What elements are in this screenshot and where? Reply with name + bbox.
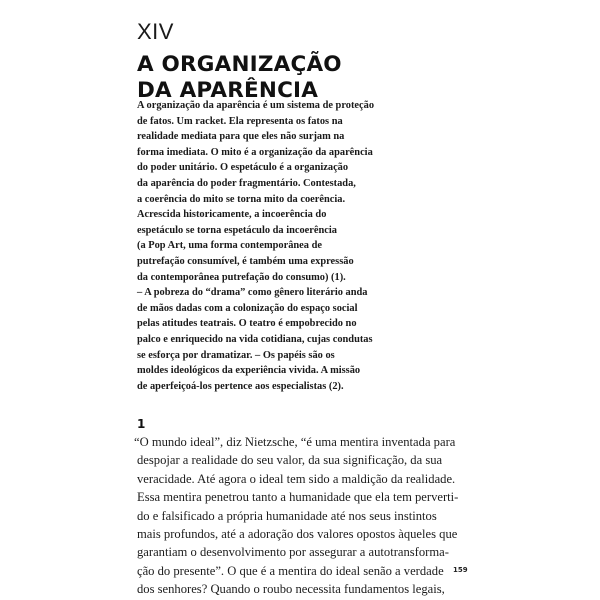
chapter-number: XIV [137,19,174,44]
body-line: mais profundos, até a adoração dos valores opostos àqueles que [137,527,458,542]
intro-line: moldes ideológicos da experiência vivida. A missão [137,365,361,377]
intro-line: pelas atitudes teatrais. O teatro é empobrecido no [137,318,357,330]
body-line: dos senhores? Quando o roubo necessita fundamentos legais, [137,582,445,597]
intro-line: – A pobreza do “drama” como gênero literário anda [137,287,368,299]
body-line: veracidade. Até agora o ideal tem sido a maldição da realidade. [137,471,456,486]
chapter-title-line: DA APARÊNCIA [137,78,319,103]
intro-line: da contemporânea putrefação do consumo) (1). [137,271,346,283]
chapter-title [137,52,342,104]
intro-line: a coerência do mito se torna mito da coerência. [137,193,346,205]
intro-line: de fatos. Um racket. Ela representa os fatos na [137,115,343,127]
chapter-title-line: A ORGANIZAÇÃO [137,52,342,77]
body-line: Essa mentira penetrou tanto a humanidade que ela tem perverti- [137,490,459,505]
intro-line: se esforça por dramatizar. – Os papéis são os [137,349,335,361]
intro-line: realidade mediata para que eles não surjam na [137,131,345,143]
intro-line: de aperfeiçoá-los pertence aos especialistas (2). [137,380,344,392]
body-line: “O mundo ideal”, diz Nietzsche, “é uma mentira inventada para [134,435,456,449]
intro-line: espetáculo se torna espetáculo da incoerência [137,224,337,236]
intro-line: de mãos dadas com a colonização do espaço social [137,302,358,314]
intro-line: Acrescida historicamente, a incoerência do [137,209,327,221]
intro-line: palco e enriquecido na vida cotidiana, cujas condutas [137,333,373,345]
body-line: garantiam o desenvolvimento por assegurar a autotransforma- [137,545,449,560]
intro-paragraph [137,98,377,394]
section-body [134,433,459,599]
intro-line: do poder unitário. O espetáculo é a organização [137,162,349,174]
intro-line: putrefação consumível, é também uma expressão [137,255,354,267]
body-line: despojar a realidade do seu valor, da sua significação, da sua [137,453,443,468]
intro-line: (a Pop Art, uma forma contemporânea de [137,240,322,252]
body-line: do e falsificado a própria humanidade até nos seus instintos [137,508,437,523]
intro-line: da aparência do poder fragmentário. Contestada, [137,177,356,189]
section-number: 1 [137,417,146,431]
intro-line: forma imediata. O mito é a organização da aparência [137,146,373,158]
intro-line: A organização da aparência é um sistema de proteção [137,100,375,111]
body-line: ção do presente”. O que é a mentira do ideal senão a verdade [137,563,444,578]
page-number: 159 [453,566,468,574]
